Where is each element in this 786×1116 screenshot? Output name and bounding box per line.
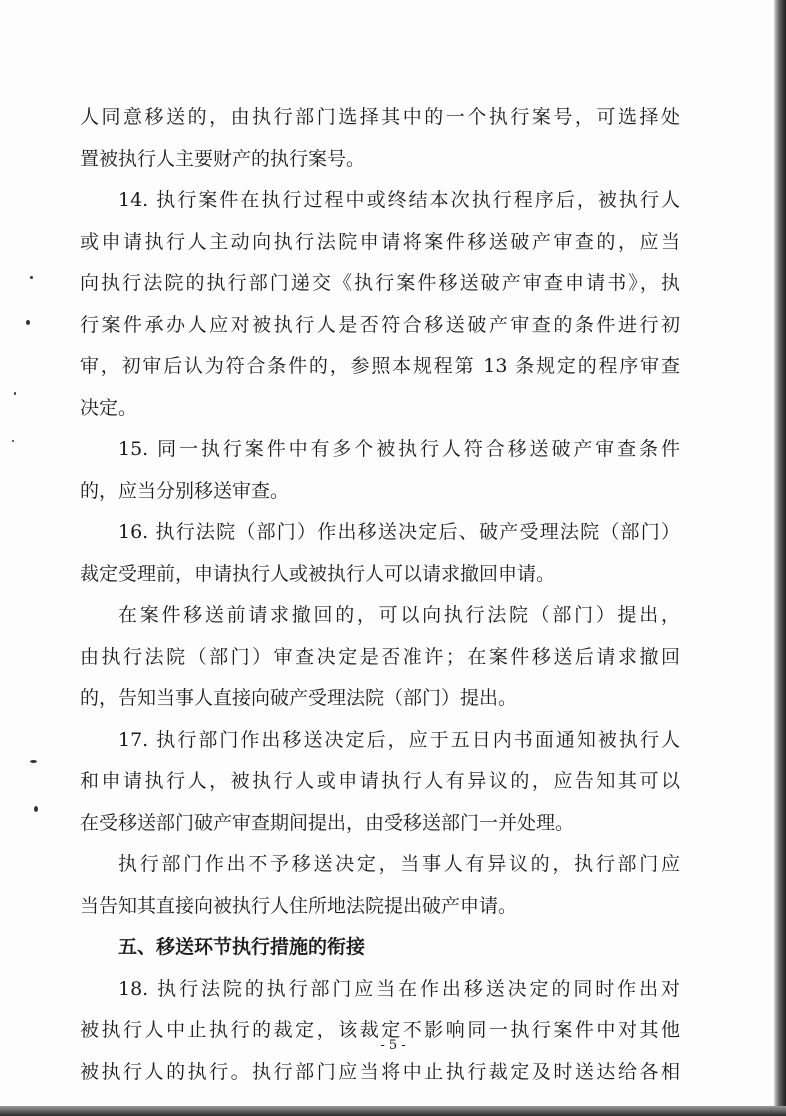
text-line: 向执行法院的执行部门递交《执行案件移送破产审查申请书》，执 [80,272,680,294]
paragraph-17-start: 17. 执行部门作出移送决定后，应于五日内书面通知被执行人 [118,729,680,751]
scan-speck [34,806,38,812]
text-line: 裁定受理前，申请执行人或被执行人可以请求撤回申请。 [80,563,556,585]
text-line: 由执行法院（部门）审查决定是否准许；在案件移送后请求撤回 [80,646,680,668]
text-line: 被执行人的执行。执行部门应当将中止执行裁定及时送达给各相 [80,1061,680,1083]
paragraph-18-start: 18. 执行法院的执行部门应当在作出移送决定的同时作出对 [118,978,680,1000]
text-line: 行案件承办人应对被执行人是否符合移送破产审查的条件进行初 [80,314,680,336]
text-line: 置被执行人主要财产的执行案号。 [80,148,366,170]
text-line: 人同意移送的，由执行部门选择其中的一个执行案号，可选择处 [80,106,680,128]
text-line: 审，初审后认为符合条件的，参照本规程第 13 条规定的程序审查 [80,355,680,377]
scan-speck [30,760,37,763]
section-heading: 五、移送环节执行措施的衔接 [118,936,366,958]
text-line: 的，告知当事人直接向破产受理法院（部门）提出。 [80,687,518,709]
scan-speck [26,320,30,325]
scan-speck [30,276,33,279]
paragraph-14-start: 14. 执行案件在执行过程中或终结本次执行程序后，被执行人 [118,189,680,211]
text-line: 的，应当分别移送审查。 [80,480,290,502]
text-line: 在受移送部门破产审查期间提出，由受移送部门一并处理。 [80,812,575,834]
scan-speck [12,440,14,442]
paragraph-16-start: 16. 执行法院（部门）作出移送决定后、破产受理法院（部门） [118,521,680,543]
text-line: 当告知其直接向被执行人住所地法院提出破产申请。 [80,895,518,917]
paragraph-start: 在案件移送前请求撤回的，可以向执行法院（部门）提出， [118,604,680,626]
paragraph-start: 执行部门作出不予移送决定，当事人有异议的，执行部门应 [118,853,680,875]
scan-bottom-border [0,1106,786,1116]
paragraph-15-start: 15. 同一执行案件中有多个被执行人符合移送破产审查条件 [118,438,680,460]
text-line: 决定。 [80,397,138,419]
text-line: 或申请执行人主动向执行法院申请将案件移送破产审查的，应当 [80,231,680,253]
scan-speck [14,392,16,395]
scan-right-border [774,0,786,1116]
page-number: - 5 - [380,1038,406,1053]
text-line: 被执行人中止执行的裁定，该裁定不影响同一执行案件中对其他 [80,1019,680,1041]
text-line: 和申请执行人，被执行人或申请执行人有异议的，应告知其可以 [80,770,680,792]
